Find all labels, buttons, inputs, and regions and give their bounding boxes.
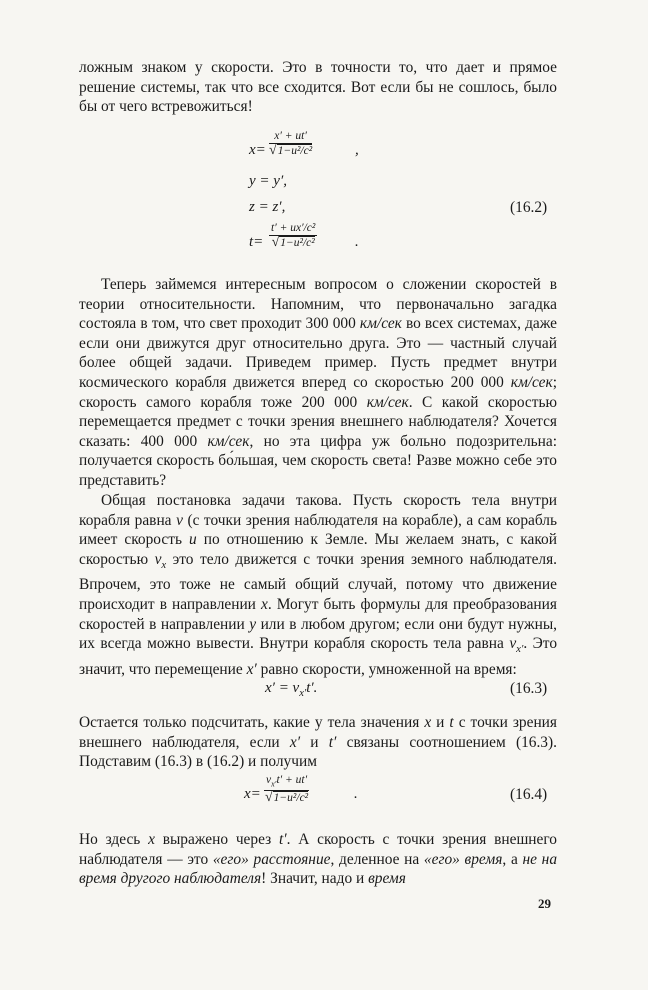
eq-x-tail: , bbox=[355, 142, 359, 158]
eq-z-line: z = z′, bbox=[249, 199, 286, 215]
eq-number-16-2: (16.2) bbox=[510, 199, 548, 216]
eq-t-fraction bbox=[269, 222, 317, 250]
sqrt-icon: √ bbox=[269, 143, 277, 158]
eq-t-lhs: t= bbox=[249, 234, 264, 250]
equation-16-2 bbox=[79, 130, 557, 260]
eq-x-denominator: 1−u²/c² bbox=[277, 145, 313, 157]
eq-y-line: y = y′, bbox=[249, 173, 287, 189]
paragraph-intro: ложным знаком у скорости. Это в точности то, что дает и прямое решение системы, так что все сходится. Вот если бы не сошлось, было бы от чего встревожиться! bbox=[79, 59, 557, 116]
eq-t-tail: . bbox=[355, 234, 359, 250]
equation-16-3: $x' = v_{x'}t'$. (16.3) bbox=[265, 680, 548, 699]
paragraph-velocity-addition: Теперь займемся интересным вопросом о сложении скоростей в теории относительности. Напомним, что первоначально загадка состояла в том, что свет проходит 300 000 км/сек во всех системах, даже если они движутся друг относительно друга. Это — частный случай более общей задачи. Приведем пример. Пусть предмет внутри космического корабля движется вперед со скоростью 200 000 км/сек; скорость самого корабля тоже 200 000 км/сек. С какой скоростью перемещается предмет с точки зрения внешнего наблюдателя? Хочется сказать: 400 000 км/сек, но эта цифра уж больно подозрительна: получается скорость бо́льшая, чем скорость света! Разве можно себе это представить? bbox=[79, 276, 557, 489]
paragraph-problem-statement: Общая постановка задачи такова. Пусть скорость тела внутри корабля равна v (с точки зрения наблюдателя на корабле), а сам корабль имеет скорость u по отношению к Земле. Мы желаем знать, с какой скоростью $v_x$ это тело движется с точки зрения земного наблюдателя. Впрочем, это тоже не самый общий случай, потому что движение происходит в направлении x. Могут быть формулы для преобразования скоростей в направлении y или в любом другом; если они будут нужны, их всегда можно вывести. Внутри корабля скорость тела равна $v_{x'}$. Это значит, что перемещение x′ равно скорости, умноженной на время: bbox=[79, 492, 558, 678]
paragraph-conclusion: Но здесь x выражено через t′. А скорость с точки зрения внешнего наблюдателя — это «его» расстояние, деленное на «его» время, а не на время другого наблюдателя! Значит, надо и время bbox=[79, 831, 558, 888]
eq-t-denominator: 1−u²/c² bbox=[280, 237, 315, 249]
eq-number-16-4: (16.4) bbox=[510, 786, 548, 803]
eq-x-fraction bbox=[269, 130, 312, 158]
paragraph-substitution: Остается только подсчитать, какие у тела значения x и t с точки зрения внешнего наблюдателя, если x′ и t′ связаны соотношением (16.3). Подставим (16.3) в (16.2) и получим bbox=[79, 714, 557, 771]
sqrt-icon: √ bbox=[264, 790, 273, 806]
eq-16-4-fraction: $v_{x'}t' + ut'$ √1−u²/c² bbox=[264, 774, 309, 806]
eq-x-lhs: x= bbox=[249, 142, 266, 158]
equation-16-4: x= $v_{x'}t' + ut'$ √1−u²/c² . (16.4) bbox=[244, 774, 548, 806]
sqrt-icon: √ bbox=[271, 235, 280, 250]
eq-x-numerator: x′ + ut′ bbox=[274, 130, 307, 142]
eq-number-16-3: (16.3) bbox=[510, 680, 548, 697]
eq-t-numerator: t′ + ux′/c² bbox=[271, 222, 316, 234]
page-number: 29 bbox=[538, 896, 551, 911]
